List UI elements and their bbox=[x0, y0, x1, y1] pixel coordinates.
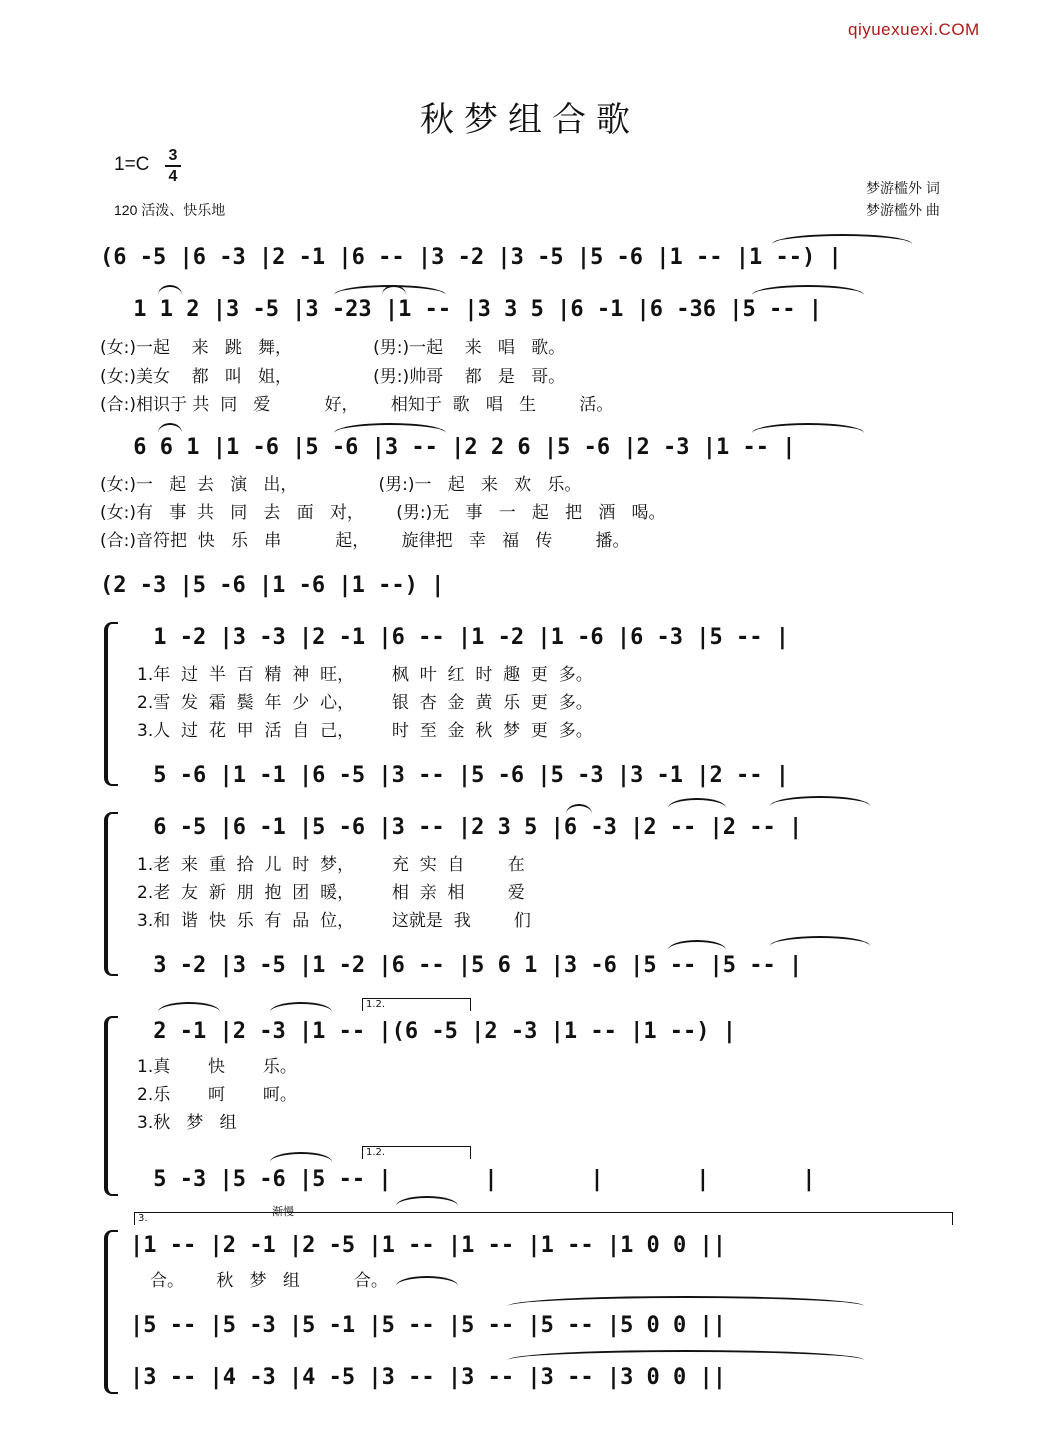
intro-row bbox=[0, 238, 1060, 278]
v3-top-row bbox=[0, 1012, 1060, 1052]
v3-lyric-1: 1.真 快 乐。 bbox=[137, 1057, 297, 1077]
slur bbox=[668, 798, 726, 808]
v1-lyric-1: 1.年 过 半 百 精 神 旺， 枫 叶 红 时 趣 更 多。 bbox=[137, 665, 593, 685]
v1-lyric-3: 3.人 过 花 甲 活 自 己， 时 至 金 秋 梦 更 多。 bbox=[137, 721, 593, 741]
v2-lyric-3: 3.和 谐 快 乐 有 品 位， 这就是 我 们 bbox=[137, 911, 531, 931]
v1-low-notes: 5 -6 |1 -1 |6 -5 |3 -- |5 -6 |5 -3 |3 -1 |2 -- | bbox=[140, 763, 790, 788]
section2-notes bbox=[0, 428, 1060, 468]
s2-lyric-3: (合:)音符把 快 乐 串 起， 旋律把 幸 福 传 播。 bbox=[100, 531, 630, 551]
end-low-row bbox=[0, 1358, 1060, 1398]
slur bbox=[270, 1152, 332, 1162]
v2-low-notes: 3 -2 |3 -5 |1 -2 |6 -- |5 6 1 |3 -6 |5 -- |5 -- | bbox=[140, 953, 803, 978]
slur bbox=[158, 1002, 220, 1012]
s2-lyric-2: (女:)有 事 共 同 去 面 对， (男:)无 事 一 起 把 酒 喝。 bbox=[100, 503, 666, 523]
key-signature: 1=C bbox=[114, 154, 150, 175]
v3-low-notes: 5 -3 |5 -6 |5 -- | | | | | bbox=[140, 1167, 816, 1192]
slur bbox=[566, 804, 592, 814]
v3-top-notes: 2 -1 |2 -3 |1 -- |(6 -5 |2 -3 |1 -- |1 --) | bbox=[140, 1019, 737, 1044]
tie bbox=[770, 796, 870, 806]
slur bbox=[396, 1276, 458, 1286]
end-top-notes: |1 -- |2 -1 |2 -5 |1 -- |1 -- |1 -- |1 0 0 || bbox=[130, 1233, 727, 1258]
slur bbox=[668, 940, 726, 950]
slur bbox=[158, 423, 182, 433]
v2-lyric-1: 1.老 来 重 拾 儿 时 梦， 充 实 自 在 bbox=[137, 855, 525, 875]
v2-top-row bbox=[0, 808, 1060, 848]
interlude-notes: (2 -3 |5 -6 |1 -6 |1 --) | bbox=[100, 573, 445, 598]
volta-bracket: 1.2. bbox=[362, 1146, 471, 1159]
song-title: 秋梦组合歌 bbox=[420, 100, 640, 140]
slur bbox=[752, 285, 864, 295]
lyricist-credit: 梦游槛外 词 bbox=[866, 180, 940, 196]
end-top-row bbox=[0, 1226, 1060, 1266]
slur bbox=[752, 423, 864, 433]
end-low-notes: |3 -- |4 -3 |4 -5 |3 -- |3 -- |3 -- |3 0 0 || bbox=[130, 1365, 727, 1390]
slur bbox=[270, 1002, 332, 1012]
tempo-marking: 120 活泼、快乐地 bbox=[114, 202, 226, 218]
ritardando-marking: 渐慢 bbox=[272, 1205, 294, 1218]
end-mid-notes: |5 -- |5 -3 |5 -1 |5 -- |5 -- |5 -- |5 0 0 || bbox=[130, 1313, 727, 1338]
tie bbox=[508, 1296, 864, 1306]
time-numerator: 3 bbox=[168, 147, 178, 164]
s1-lyric-3: (合:)相识于 共 同 爱 好， 相知于 歌 唱 生 活。 bbox=[100, 395, 614, 415]
tie bbox=[772, 234, 912, 244]
tie bbox=[770, 936, 870, 946]
s1-lyric-1: (女:)一起 来 跳 舞， (男:)一起 来 唱 歌。 bbox=[100, 338, 566, 358]
v1-top-notes: 1 -2 |3 -3 |2 -1 |6 -- |1 -2 |1 -6 |6 -3 |5 -- | bbox=[140, 625, 790, 650]
v1-low-row bbox=[0, 756, 1060, 796]
v3-low-row bbox=[0, 1160, 1060, 1200]
s2-notes: 6 6 1 |1 -6 |5 -6 |3 -- |2 2 6 |5 -6 |2 -3 |1 -- | bbox=[120, 435, 796, 460]
tie bbox=[508, 1350, 864, 1360]
interlude-row bbox=[0, 566, 1060, 606]
slur bbox=[158, 285, 182, 295]
volta-bracket: 1.2. bbox=[362, 998, 471, 1011]
s1-notes: 1 1 2 |3 -5 |3 -23 |1 -- |3 3 5 |6 -1 |6 -36 |5 -- | bbox=[120, 297, 822, 322]
slur bbox=[334, 423, 446, 433]
v2-low-row bbox=[0, 946, 1060, 986]
s1-lyric-2: (女:)美女 都 叫 姐， (男:)帅哥 都 是 哥。 bbox=[100, 367, 566, 387]
v3-lyric-3: 3.秋 梦 组 bbox=[137, 1113, 237, 1133]
end-lyric: 合。 秋 梦 组 合。 bbox=[150, 1271, 388, 1291]
v1-lyric-2: 2.雪 发 霜 鬓 年 少 心， 银 杏 金 黄 乐 更 多。 bbox=[137, 693, 593, 713]
v1-top-row bbox=[0, 618, 1060, 658]
site-watermark: qiyuexuexi.COM bbox=[848, 20, 980, 39]
time-denominator: 4 bbox=[168, 168, 178, 185]
time-signature bbox=[165, 146, 181, 186]
s2-lyric-1: (女:)一 起 去 演 出， (男:)一 起 来 欢 乐。 bbox=[100, 475, 582, 495]
volta-bracket-3: 3. bbox=[134, 1212, 953, 1225]
v2-top-notes: 6 -5 |6 -1 |5 -6 |3 -- |2 3 5 |6 -3 |2 -- |2 -- | bbox=[140, 815, 803, 840]
section1-notes bbox=[0, 290, 1060, 330]
composer-credit: 梦游槛外 曲 bbox=[866, 202, 940, 218]
v3-lyric-2: 2.乐 呵 呵。 bbox=[137, 1085, 297, 1105]
intro-notes: (6 -5 |6 -3 |2 -1 |6 -- |3 -2 |3 -5 |5 -6 |1 -- |1 --) | bbox=[100, 245, 842, 270]
v2-lyric-2: 2.老 友 新 朋 抱 团 暖， 相 亲 相 爱 bbox=[137, 883, 525, 903]
end-mid-row bbox=[0, 1306, 1060, 1346]
